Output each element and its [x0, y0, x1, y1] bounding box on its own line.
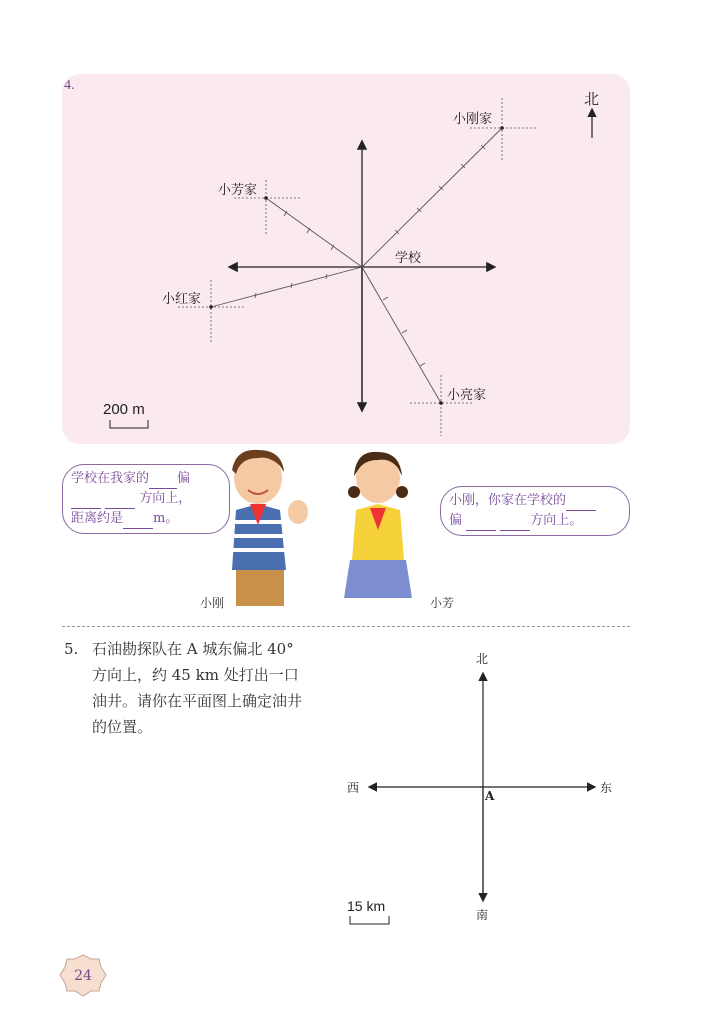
- answer-blank-1[interactable]: [149, 469, 177, 489]
- answer-blank-2[interactable]: [71, 489, 101, 509]
- line-to-xiaohong: [211, 267, 362, 307]
- q5-south-label: 南: [476, 908, 489, 922]
- xiaogang-home-point: [500, 126, 504, 130]
- section-divider: [62, 626, 630, 627]
- xiaohong-home-label: 小红家: [162, 292, 202, 307]
- school-label: 学校: [395, 251, 422, 266]
- answer-blank-7[interactable]: [500, 511, 530, 531]
- q5-east-label: 东: [600, 781, 613, 795]
- xiaofang-home-label: 小芳家: [218, 183, 258, 198]
- page-number: 24: [74, 968, 92, 984]
- xiaogang-home-label: 小刚家: [453, 112, 493, 127]
- xiaoliang-home-label: 小亮家: [447, 388, 487, 403]
- scale-ticks: [255, 145, 485, 366]
- q5-north-label: 北: [476, 652, 489, 666]
- q5-west-label: 西: [347, 781, 360, 795]
- bubble-right-text-2: 偏: [449, 513, 463, 528]
- speech-bubble-xiaogang: [62, 464, 230, 534]
- problem-5-number: 5.: [64, 640, 79, 658]
- girl-illustration: [344, 452, 412, 598]
- problem-4-number: 4.: [64, 78, 75, 93]
- xiaohong-home-point: [209, 305, 213, 309]
- line-to-xiaofang: [266, 198, 362, 267]
- boy-name-label: 小刚: [200, 596, 225, 610]
- scale-label-200m: 200 m: [103, 401, 145, 418]
- answer-blank-3[interactable]: [105, 489, 135, 509]
- q5-scale-label: 15 km: [347, 898, 386, 914]
- q5-point-a-label: A: [485, 789, 495, 803]
- xiaoliang-home-point: [439, 401, 443, 405]
- north-label: 北: [584, 90, 600, 108]
- answer-blank-4[interactable]: [123, 509, 153, 529]
- bubble-left-text-3: 方向上，: [139, 491, 192, 506]
- bubble-left-text-1: 学校在我家的: [71, 471, 150, 486]
- bubble-right-text-1: 小刚，你家在学校的: [449, 493, 567, 508]
- girl-name-label: 小芳: [430, 596, 455, 610]
- problem-5-text: 石油勘探队在 A 城东偏北 40° 方向上，约 45 km 处打出一口油井。请你在平面图上确定油井的位置。: [92, 640, 303, 736]
- line-to-xiaoliang: [362, 267, 441, 403]
- bubble-right-text-3: 方向上。: [530, 513, 583, 528]
- q5-scale-bar: [350, 916, 389, 924]
- bubble-left-text-5: m。: [153, 511, 179, 526]
- bubble-left-text-4: 距离约是: [71, 511, 124, 526]
- speech-bubble-xiaofang: [440, 486, 630, 536]
- line-to-xiaogang: [362, 128, 502, 267]
- bubble-left-text-2: 偏: [177, 471, 191, 486]
- scale-bar-200m: [110, 420, 148, 428]
- answer-blank-5[interactable]: [566, 491, 596, 511]
- boy-illustration: [232, 450, 308, 606]
- answer-blank-6[interactable]: [466, 511, 496, 531]
- xiaofang-home-point: [264, 196, 268, 200]
